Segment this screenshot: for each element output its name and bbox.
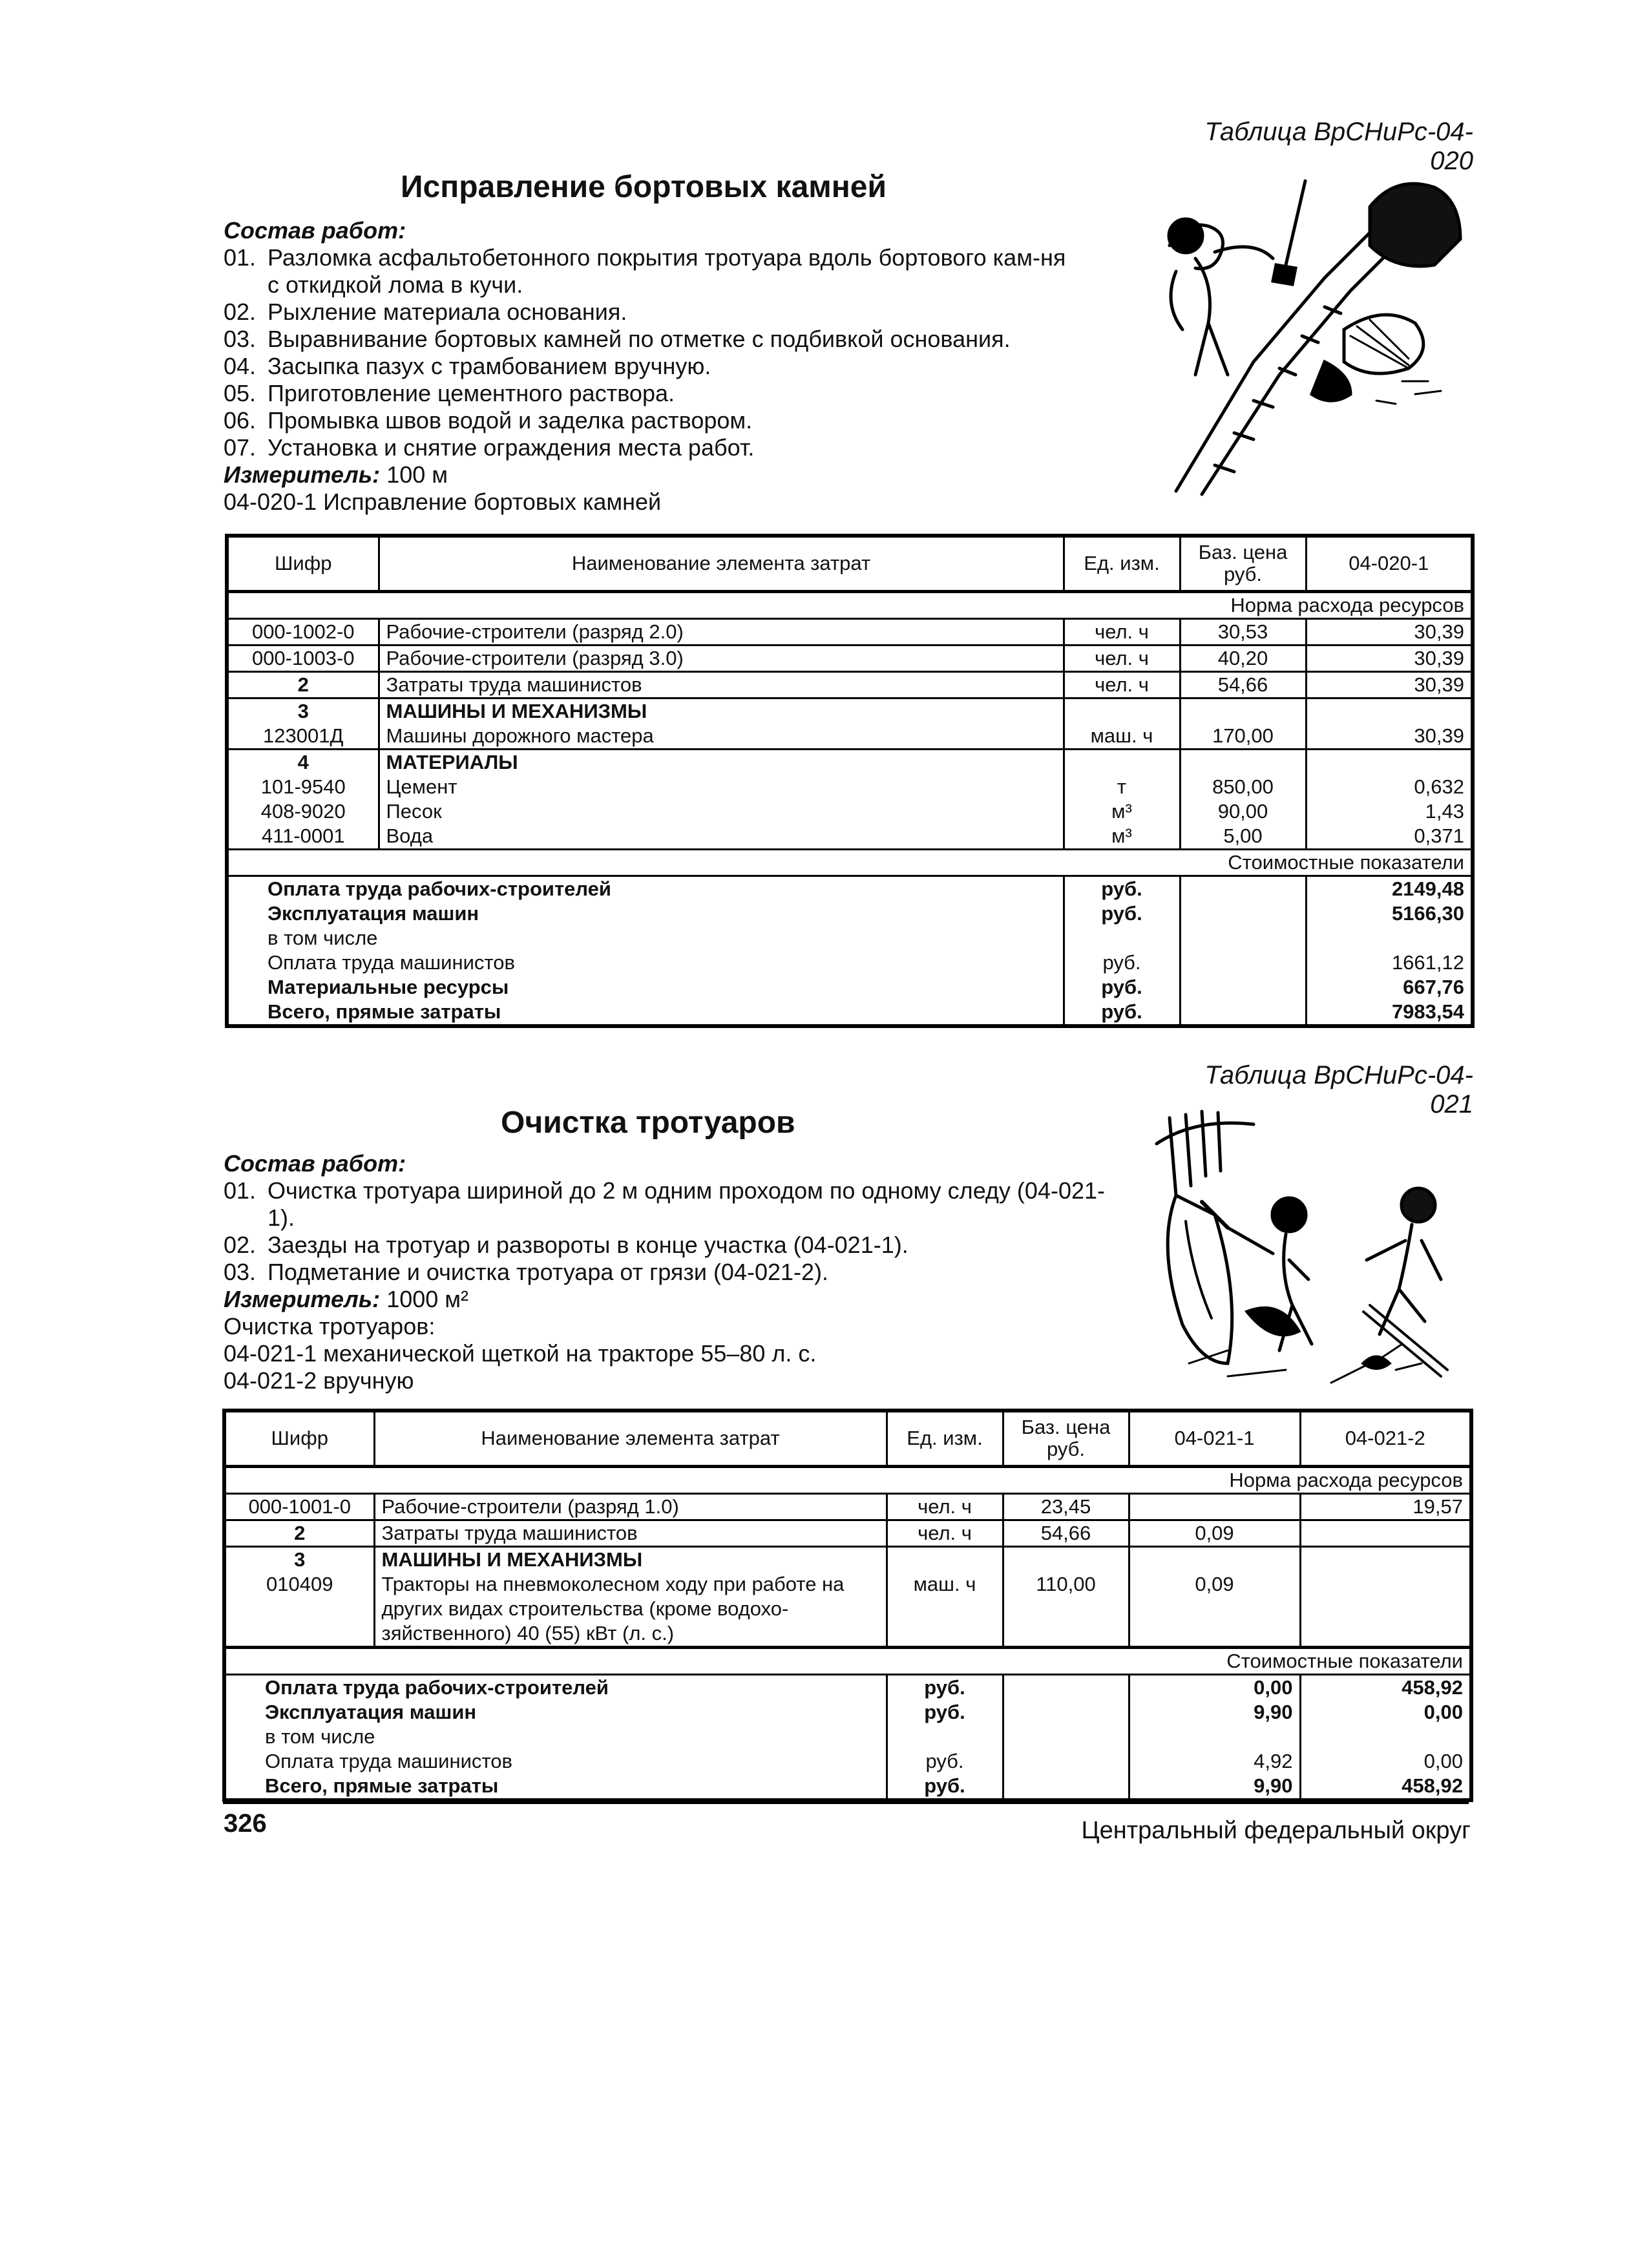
section-title-2: Очистка тротуаров (501, 1106, 795, 1140)
col-header: Шифр (224, 1411, 374, 1466)
col-header: Ед. изм. (1064, 536, 1180, 591)
table-reference-1: Таблица ВрСНиРс-04-020 (1204, 118, 1473, 175)
cost-line: Эксплуатация машин руб. 5166,30 (227, 901, 1473, 926)
cost-line: Оплата труда машинистов руб. 1661,12 (227, 950, 1473, 975)
col-header: Наименование элемента затрат (379, 536, 1064, 591)
table-row: 000-1001-0 Рабочие-строители (разряд 1.0) чел. ч 23,45 19,57 (224, 1493, 1471, 1520)
table-row: 010409 Тракторы на пневмоколесном ходу при работе на других видах строительства (кроме водохо-зяйственного) 40 (55) кВт (л. с.) маш. ч 110,00 0,09 (224, 1572, 1471, 1648)
section-title-1: Исправление бортовых камней (401, 170, 887, 204)
cost-line: Оплата труда машинистов руб. 4,92 0,00 (224, 1749, 1471, 1774)
cost-line: Материальные ресурсы руб. 667,76 (227, 975, 1473, 1000)
meter-line: Измеритель: 100 м (224, 461, 448, 488)
norm-row: Норма расхода ресурсов (224, 1466, 1471, 1493)
variant-line: 04-021-1 механической щеткой на тракторе 55–80 л. с. (224, 1340, 817, 1367)
meter-line: Измеритель: 1000 м² (224, 1286, 469, 1312)
table-row: 4 МАТЕРИАЛЫ (227, 749, 1473, 775)
cost-line: Оплата труда рабочих-строителей руб. 2149,48 (227, 876, 1473, 901)
table-row: 101-9540 Цемент т 850,00 0,632 (227, 775, 1473, 799)
table-row: 3 МАШИНЫ И МЕХАНИЗМЫ (227, 698, 1473, 724)
col-header: Баз. цена руб. (1003, 1411, 1129, 1466)
work-item: 02. Рыхление материала основания. (224, 299, 627, 325)
work-item: 03. Подметание и очистка тротуара от грязи (04-021-2). (224, 1259, 829, 1285)
col-header: 04-021-1 (1129, 1411, 1300, 1466)
resource-table-2 (222, 1409, 1473, 1802)
cost-line: Всего, прямые затраты руб. 9,90 458,92 (224, 1774, 1471, 1800)
cost-line: в том числе (227, 926, 1473, 950)
work-composition-2 (224, 1150, 1109, 1394)
col-header: Шифр (227, 536, 379, 591)
work-item: 06. Промывка швов водой и заделка раствором. (224, 407, 753, 434)
work-item: 03. Выравнивание бортовых камней по отметке с подбивкой основания. (224, 326, 1011, 352)
table-row: 000-1002-0 Рабочие-строители (разряд 2.0) чел. ч 30,53 30,39 (227, 618, 1473, 645)
work-item: 05. Приготовление цементного раствора. (224, 380, 675, 406)
table-row: 2 Затраты труда машинистов чел. ч 54,66 0,09 (224, 1520, 1471, 1546)
variant-line: 04-021-2 вручную (224, 1367, 414, 1394)
table-row: 408-9020 Песок м³ 90,00 1,43 (227, 799, 1473, 824)
col-header: Баз. цена руб. (1180, 536, 1306, 591)
work-composition-1 (224, 217, 1077, 516)
norm-row: Норма расхода ресурсов (227, 591, 1473, 618)
table-row: 123001Д Машины дорожного мастера маш. ч 170,00 30,39 (227, 724, 1473, 750)
table-header-row (227, 536, 1473, 591)
footer-rule (223, 1801, 1469, 1804)
composition-label: Состав работ: (224, 217, 406, 244)
table-row: 2 Затраты труда машинистов чел. ч 54,66 30,39 (227, 671, 1473, 698)
col-header: 04-021-2 (1300, 1411, 1471, 1466)
work-item: 01. Очистка тротуара шириной до 2 м одним проходом по одному следу (04-021-1). (224, 1177, 1105, 1231)
col-header: Наименование элемента затрат (374, 1411, 887, 1466)
table-row: 411-0001 Вода м³ 5,00 0,371 (227, 824, 1473, 850)
cost-line: Эксплуатация машин руб. 9,90 0,00 (224, 1700, 1471, 1725)
page-number: 326 (224, 1809, 267, 1838)
work-item: 04. Засыпка пазух с трамбованием вручную. (224, 353, 711, 379)
code-line: 04-020-1 Исправление бортовых камней (224, 488, 662, 515)
col-header: 04-020-1 (1306, 536, 1473, 591)
curb-repair-illustration (1157, 168, 1467, 504)
resource-table-1 (225, 534, 1475, 1028)
work-item: 02. Заезды на тротуар и развороты в конце участка (04-021-1). (224, 1232, 909, 1258)
footer-region: Центральный федеральный округ (1081, 1817, 1471, 1844)
col-header: Ед. изм. (887, 1411, 1003, 1466)
table-header-row (224, 1411, 1471, 1466)
table-row: 3 МАШИНЫ И МЕХАНИЗМЫ (224, 1546, 1471, 1572)
table-row: 000-1003-0 Рабочие-строители (разряд 3.0) чел. ч 40,20 30,39 (227, 645, 1473, 671)
subtitle-line: Очистка тротуаров: (224, 1313, 436, 1339)
table-reference-2: Таблица ВрСНиРс-04-021 (1204, 1061, 1473, 1118)
cost-row: Стоимостные показатели (224, 1647, 1471, 1674)
cost-line: в том числе (224, 1725, 1471, 1749)
composition-label: Состав работ: (224, 1150, 406, 1177)
cost-row: Стоимостные показатели (227, 849, 1473, 876)
cost-line: Оплата труда рабочих-строителей руб. 0,00 458,92 (224, 1674, 1471, 1700)
work-item: 07. Установка и снятие ограждения места работ. (224, 434, 755, 461)
sidewalk-cleaning-illustration (1150, 1105, 1473, 1389)
work-item: 01. Разломка асфальтобетонного покрытия тротуара вдоль бортового кам-ня с откидкой лома в кучи. (224, 244, 1066, 298)
cost-line: Всего, прямые затраты руб. 7983,54 (227, 1000, 1473, 1026)
